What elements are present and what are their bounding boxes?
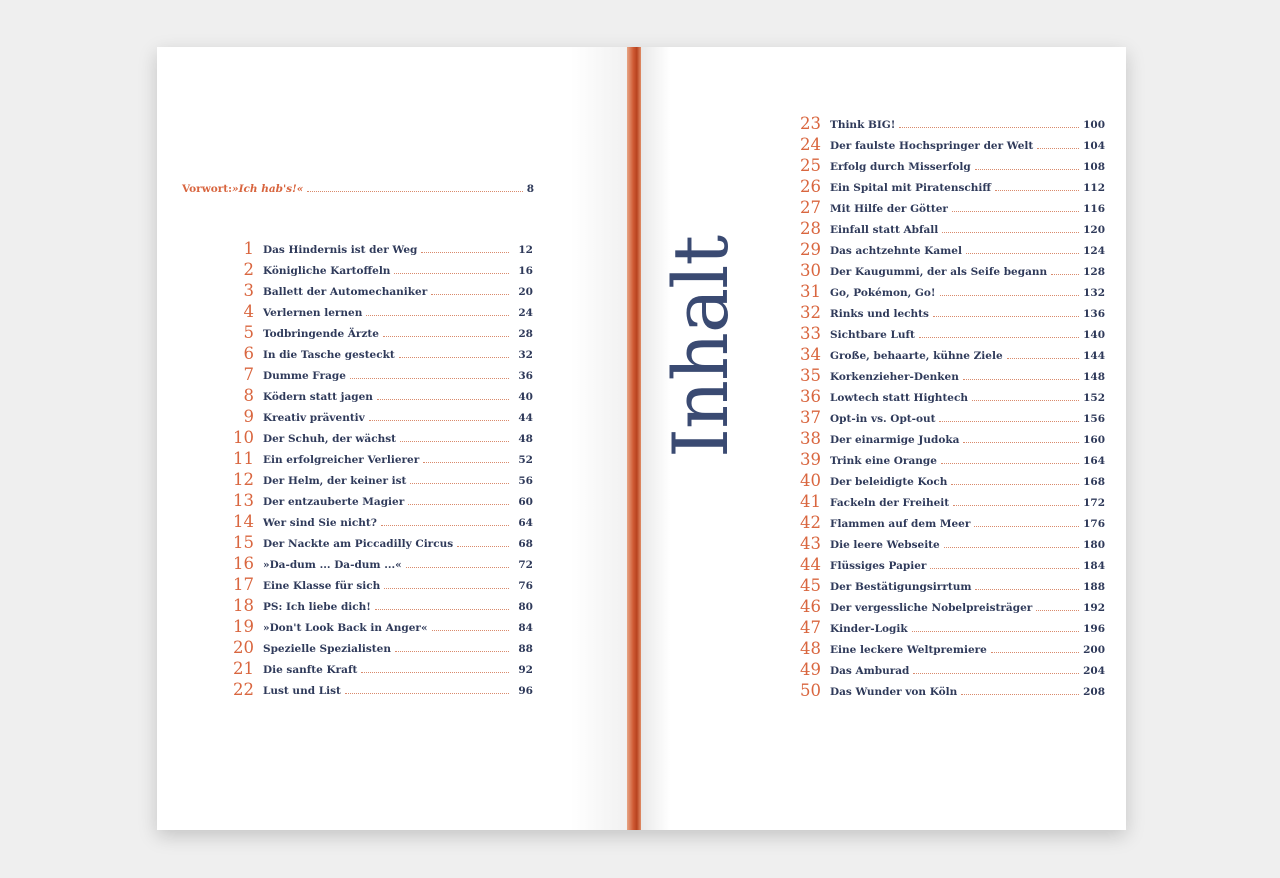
chapter-number: 42	[800, 513, 821, 532]
leader-dots	[933, 316, 1079, 317]
page-number: 12	[518, 244, 533, 256]
page-number: 132	[1083, 287, 1105, 299]
toc-entry	[229, 615, 533, 636]
leader-dots	[423, 462, 509, 463]
right-page	[641, 47, 1126, 830]
chapter-title: Der Schuh, der wächst	[263, 433, 397, 445]
leader-dots	[953, 505, 1079, 506]
chapter-title: Opt-in vs. Opt-out	[830, 413, 936, 425]
toc-entry	[796, 511, 1105, 532]
leader-dots	[1051, 274, 1079, 275]
page-number: 184	[1083, 560, 1105, 572]
leader-dots	[383, 336, 509, 337]
chapter-title: Das Wunder von Köln	[830, 686, 958, 698]
page-number: 116	[1083, 203, 1105, 215]
leader-dots	[975, 589, 1079, 590]
toc-entry	[796, 595, 1105, 616]
leader-dots	[974, 526, 1079, 527]
chapter-title: Ein erfolgreicher Verlierer	[263, 454, 420, 466]
leader-dots	[381, 525, 509, 526]
page-number: 144	[1083, 350, 1105, 362]
chapter-title: Der entzauberte Magier	[263, 496, 405, 508]
chapter-title: Trink eine Orange	[830, 455, 937, 467]
page-number: 156	[1083, 413, 1105, 425]
page-number: 120	[1083, 224, 1105, 236]
page-number: 180	[1083, 539, 1105, 551]
toc-entry	[229, 300, 533, 321]
chapter-title: Der beleidigte Koch	[830, 476, 948, 488]
leader-dots	[972, 400, 1079, 401]
chapter-number: 37	[800, 408, 821, 427]
chapter-number: 11	[233, 449, 254, 468]
chapter-number: 27	[800, 198, 821, 217]
chapter-number: 4	[243, 302, 254, 321]
page-number: 32	[518, 349, 533, 361]
leader-dots	[375, 609, 509, 610]
book-spine	[627, 47, 641, 830]
chapter-number: 46	[800, 597, 821, 616]
page-number: 168	[1083, 476, 1105, 488]
toc-entry	[229, 468, 533, 489]
page-number: 92	[518, 664, 533, 676]
leader-dots	[395, 651, 509, 652]
toc-entry	[796, 469, 1105, 490]
page-number: 88	[518, 643, 533, 655]
leader-dots	[1036, 610, 1079, 611]
chapter-number: 12	[233, 470, 254, 489]
leader-dots	[400, 441, 509, 442]
leader-dots	[408, 504, 509, 505]
toc-entry	[796, 553, 1105, 574]
foreword-label: Vorwort:	[182, 183, 233, 195]
leader-dots	[966, 253, 1079, 254]
chapter-number: 30	[800, 261, 821, 280]
toc-entry	[229, 384, 533, 405]
page-number: 96	[518, 685, 533, 697]
chapter-number: 39	[800, 450, 821, 469]
toc-entry	[796, 280, 1105, 301]
chapter-title: Die leere Webseite	[830, 539, 940, 551]
page-number: 204	[1083, 665, 1105, 677]
chapter-title: Königliche Kartoffeln	[263, 265, 391, 277]
chapter-title: Das achtzehnte Kamel	[830, 245, 962, 257]
chapter-number: 36	[800, 387, 821, 406]
chapter-title: Korkenzieher-Denken	[830, 371, 959, 383]
toc-entry	[796, 616, 1105, 637]
chapter-number: 48	[800, 639, 821, 658]
chapter-number: 31	[800, 282, 821, 301]
leader-dots	[377, 399, 509, 400]
page-number: 36	[518, 370, 533, 382]
chapter-number: 22	[233, 680, 254, 699]
chapter-number: 21	[233, 659, 254, 678]
chapter-title: Ballett der Automechaniker	[263, 286, 428, 298]
page-number: 80	[518, 601, 533, 613]
leader-dots	[913, 673, 1079, 674]
chapter-title: Das Hindernis ist der Weg	[263, 244, 418, 256]
page-number: 112	[1083, 182, 1105, 194]
toc-entry	[229, 594, 533, 615]
chapter-title: Der vergessliche Nobelpreisträger	[830, 602, 1033, 614]
chapter-number: 47	[800, 618, 821, 637]
chapter-title: »Don't Look Back in Anger«	[263, 622, 428, 634]
toc-entry	[796, 112, 1105, 133]
page-number: 84	[518, 622, 533, 634]
chapter-number: 16	[233, 554, 254, 573]
chapter-number: 34	[800, 345, 821, 364]
toc-entry	[796, 343, 1105, 364]
leader-dots	[457, 546, 509, 547]
page-number: 64	[518, 517, 533, 529]
page-number: 152	[1083, 392, 1105, 404]
book-spread	[157, 47, 1126, 830]
chapter-number: 40	[800, 471, 821, 490]
toc-entry	[229, 552, 533, 573]
toc-entry	[229, 279, 533, 300]
chapter-number: 38	[800, 429, 821, 448]
leader-dots	[399, 357, 509, 358]
page-number: 140	[1083, 329, 1105, 341]
chapter-title: Wer sind Sie nicht?	[263, 517, 377, 529]
leader-dots	[991, 652, 1079, 653]
toc-entry	[229, 237, 533, 258]
leader-dots	[345, 693, 509, 694]
chapter-title: Kreativ präventiv	[263, 412, 365, 424]
page-number: 176	[1083, 518, 1105, 530]
chapter-number: 49	[800, 660, 821, 679]
page-number: 172	[1083, 497, 1105, 509]
chapter-title: Spezielle Spezialisten	[263, 643, 391, 655]
leader-dots	[394, 273, 509, 274]
leader-dots	[941, 463, 1079, 464]
chapter-title: Der Kaugummi, der als Seife begann	[830, 266, 1048, 278]
toc-entry	[796, 658, 1105, 679]
toc-entry	[229, 573, 533, 594]
chapter-title: Rinks und lechts	[830, 308, 929, 320]
chapter-title: Eine Klasse für sich	[263, 580, 381, 592]
chapter-title: Think BIG!	[830, 119, 896, 131]
chapter-title: In die Tasche gesteckt	[263, 349, 395, 361]
toc-entry	[796, 322, 1105, 343]
chapter-title: Ein Spital mit Piratenschiff	[830, 182, 992, 194]
toc-entry	[796, 301, 1105, 322]
page-number: 40	[518, 391, 533, 403]
leader-dots	[919, 337, 1079, 338]
chapter-title: Verlernen lernen	[263, 307, 363, 319]
toc-entry	[796, 238, 1105, 259]
chapter-number: 43	[800, 534, 821, 553]
page-number: 100	[1083, 119, 1105, 131]
page-number: 28	[518, 328, 533, 340]
chapter-number: 28	[800, 219, 821, 238]
chapter-title: Sichtbare Luft	[830, 329, 915, 341]
chapter-title: Der Bestätigungsirrtum	[830, 581, 972, 593]
page-number: 20	[518, 286, 533, 298]
page-number: 56	[518, 475, 533, 487]
toc-entry	[796, 133, 1105, 154]
toc-entry	[229, 321, 533, 342]
toc-entry	[229, 342, 533, 363]
chapter-title: »Da-dum ... Da-dum ...«	[263, 559, 402, 571]
page-number: 196	[1083, 623, 1105, 635]
toc-entry	[796, 532, 1105, 553]
chapter-number: 33	[800, 324, 821, 343]
chapter-number: 13	[233, 491, 254, 510]
toc-list-right	[796, 112, 1105, 700]
foreword-title: »Ich hab's!«	[232, 183, 304, 195]
chapter-title: Der Nackte am Piccadilly Circus	[263, 538, 454, 550]
chapter-title: Kinder-Logik	[830, 623, 908, 635]
chapter-number: 35	[800, 366, 821, 385]
leader-dots	[963, 442, 1079, 443]
toc-entry	[796, 427, 1105, 448]
chapter-number: 29	[800, 240, 821, 259]
chapter-title: Der einarmige Judoka	[830, 434, 960, 446]
leader-dots	[942, 232, 1079, 233]
chapter-title: Die sanfte Kraft	[263, 664, 358, 676]
chapter-number: 19	[233, 617, 254, 636]
leader-dots	[1037, 148, 1079, 149]
leader-dots	[361, 672, 509, 673]
page-number: 208	[1083, 686, 1105, 698]
chapter-title: Lowtech statt Hightech	[830, 392, 969, 404]
leader-dots	[369, 420, 509, 421]
chapter-number: 44	[800, 555, 821, 574]
toc-entry	[796, 217, 1105, 238]
page-number: 164	[1083, 455, 1105, 467]
leader-dots	[350, 378, 509, 379]
page-number: 104	[1083, 140, 1105, 152]
toc-entry	[796, 385, 1105, 406]
chapter-number: 41	[800, 492, 821, 511]
page-number: 76	[518, 580, 533, 592]
chapter-number: 25	[800, 156, 821, 175]
page-number: 136	[1083, 308, 1105, 320]
page-number: 16	[518, 265, 533, 277]
chapter-title: Der faulste Hochspringer der Welt	[830, 140, 1034, 152]
leader-dots	[384, 588, 509, 589]
chapter-number: 18	[233, 596, 254, 615]
toc-list-left	[229, 237, 533, 699]
leader-dots	[899, 127, 1079, 128]
leader-dots	[995, 190, 1079, 191]
page-number: 160	[1083, 434, 1105, 446]
toc-entry	[796, 175, 1105, 196]
leader-dots	[912, 631, 1079, 632]
leader-dots	[1007, 358, 1079, 359]
chapter-number: 2	[243, 260, 254, 279]
toc-entry	[229, 258, 533, 279]
foreword-entry	[182, 179, 534, 195]
page-number: 108	[1083, 161, 1105, 173]
left-page	[157, 47, 627, 830]
chapter-number: 32	[800, 303, 821, 322]
leader-dots	[939, 421, 1079, 422]
chapter-title: Go, Pokémon, Go!	[830, 287, 936, 299]
chapter-number: 1	[243, 239, 254, 258]
leader-dots	[406, 567, 509, 568]
toc-entry	[229, 636, 533, 657]
page-number: 192	[1083, 602, 1105, 614]
page-number: 68	[518, 538, 533, 550]
chapter-title: Fackeln der Freiheit	[830, 497, 950, 509]
chapter-number: 5	[243, 323, 254, 342]
toc-entry	[796, 637, 1105, 658]
leader-dots	[930, 568, 1079, 569]
toc-entry	[229, 363, 533, 384]
page-number: 24	[518, 307, 533, 319]
page-number: 148	[1083, 371, 1105, 383]
toc-entry	[229, 426, 533, 447]
leader-dots	[421, 252, 509, 253]
leader-dots	[975, 169, 1079, 170]
chapter-number: 6	[243, 344, 254, 363]
leader-dots	[432, 630, 509, 631]
chapter-title: Todbringende Ärzte	[263, 328, 379, 340]
contents-heading	[656, 235, 745, 459]
chapter-title: Der Helm, der keiner ist	[263, 475, 407, 487]
chapter-title: PS: Ich liebe dich!	[263, 601, 371, 613]
chapter-number: 45	[800, 576, 821, 595]
chapter-number: 8	[243, 386, 254, 405]
toc-entry	[796, 154, 1105, 175]
toc-entry	[229, 531, 533, 552]
leader-dots	[952, 211, 1079, 212]
chapter-number: 7	[243, 365, 254, 384]
toc-entry	[796, 196, 1105, 217]
chapter-number: 3	[243, 281, 254, 300]
toc-entry	[796, 259, 1105, 280]
chapter-number: 9	[243, 407, 254, 426]
page-number: 124	[1083, 245, 1105, 257]
chapter-number: 14	[233, 512, 254, 531]
toc-entry	[229, 405, 533, 426]
contents-heading-text: Inhalt	[656, 235, 745, 459]
chapter-number: 15	[233, 533, 254, 552]
chapter-number: 50	[800, 681, 821, 700]
toc-entry	[229, 489, 533, 510]
toc-entry	[796, 490, 1105, 511]
chapter-title: Einfall statt Abfall	[830, 224, 939, 236]
leader-dots	[307, 191, 522, 192]
chapter-title: Flammen auf dem Meer	[830, 518, 971, 530]
chapter-title: Ködern statt jagen	[263, 391, 373, 403]
chapter-number: 23	[800, 114, 821, 133]
chapter-number: 10	[233, 428, 254, 447]
page-number: 128	[1083, 266, 1105, 278]
leader-dots	[431, 294, 509, 295]
chapter-number: 24	[800, 135, 821, 154]
chapter-title: Mit Hilfe der Götter	[830, 203, 948, 215]
page-number: 52	[518, 454, 533, 466]
leader-dots	[940, 295, 1080, 296]
page-number: 188	[1083, 581, 1105, 593]
page-number: 60	[518, 496, 533, 508]
page-number: 72	[518, 559, 533, 571]
toc-entry	[796, 364, 1105, 385]
leader-dots	[410, 483, 509, 484]
chapter-title: Große, behaarte, kühne Ziele	[830, 350, 1003, 362]
page-number: 44	[518, 412, 533, 424]
chapter-number: 26	[800, 177, 821, 196]
page-number: 200	[1083, 644, 1105, 656]
leader-dots	[944, 547, 1079, 548]
leader-dots	[963, 379, 1079, 380]
toc-entry	[796, 679, 1105, 700]
leader-dots	[951, 484, 1079, 485]
page-number: 48	[518, 433, 533, 445]
toc-entry	[229, 678, 533, 699]
leader-dots	[961, 694, 1079, 695]
leader-dots	[366, 315, 509, 316]
chapter-title: Das Amburad	[830, 665, 910, 677]
toc-entry	[229, 447, 533, 468]
toc-entry	[796, 406, 1105, 427]
chapter-title: Erfolg durch Misserfolg	[830, 161, 971, 173]
foreword-page: 8	[526, 183, 534, 195]
chapter-title: Eine leckere Weltpremiere	[830, 644, 987, 656]
toc-entry	[796, 448, 1105, 469]
chapter-title: Flüssiges Papier	[830, 560, 927, 572]
chapter-number: 17	[233, 575, 254, 594]
toc-entry	[229, 510, 533, 531]
toc-entry	[229, 657, 533, 678]
chapter-title: Dumme Frage	[263, 370, 346, 382]
chapter-number: 20	[233, 638, 254, 657]
chapter-title: Lust und List	[263, 685, 341, 697]
toc-entry	[796, 574, 1105, 595]
